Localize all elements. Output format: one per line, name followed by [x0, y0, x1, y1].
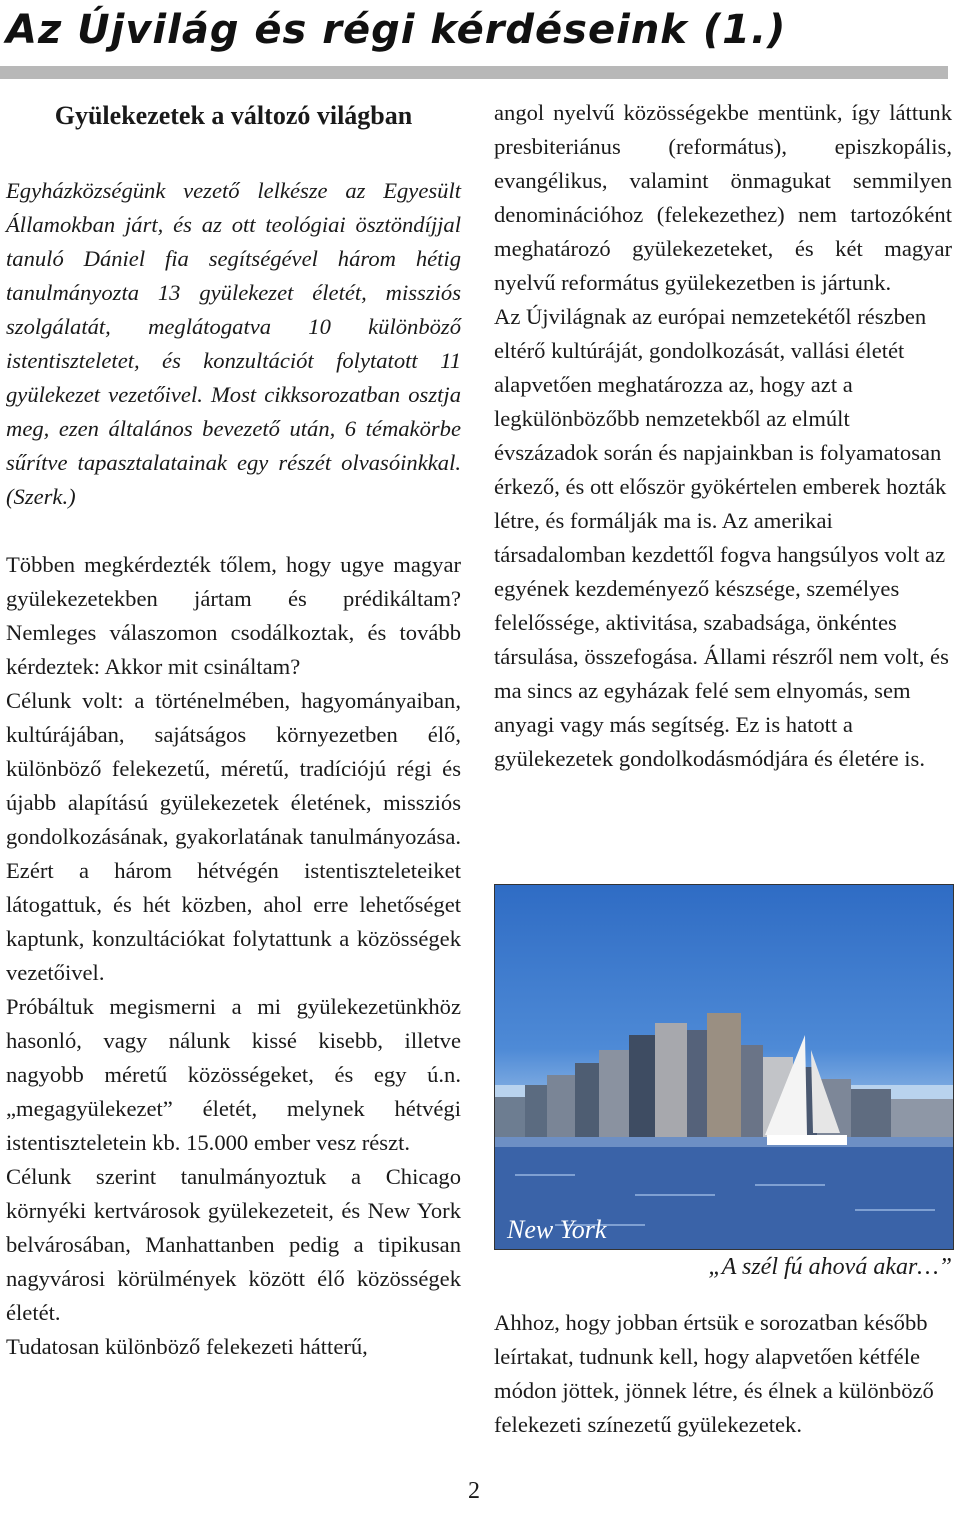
page-number: 2	[468, 1478, 480, 1504]
section-quote: „A szél fú ahová akar…”	[708, 1254, 952, 1280]
body-paragraph: Célunk volt: a történelmében, hagyományaiban, kultúrájában, sajátságos környezetben élő, különböző felekezetű, méretű, tradíciójú régi és újabb alapítású gyülekezetek életének, missziós gondolkozásának, gyakorlatának tanulmányozása. Ezért a három hétvégén istentiszteleteiket látogattuk, és hét közben, ahol erre lehetőséget kaptunk, konzultációkat folytattunk a közösségek vezetőivel.	[6, 688, 461, 985]
closing-paragraph-block	[494, 1306, 952, 1442]
page-title: Az Újvilág és régi kérdéseink (1.)	[6, 7, 787, 53]
body-paragraph: Ahhoz, hogy jobban értsük e sorozatban később leírtakat, tudnunk kell, hogy alapvetően kétféle módon jöttek, jönnek létre, és élnek a különböző felekezeti színezetű gyülekezetek.	[494, 1310, 934, 1437]
right-column	[494, 96, 952, 776]
section-heading: Gyülekezetek a változó világban	[54, 101, 413, 130]
body-paragraph: Többen megkérdezték tőlem, hogy ugye magyar gyülekezetekben jártam és prédikáltam? Nemleges válaszomon csodálkoztak, és tovább kérdeztek: Akkor mit csináltam?	[6, 552, 461, 679]
left-column	[6, 96, 461, 1364]
body-paragraph: Tudatosan különböző felekezeti hátterű,	[6, 1334, 368, 1359]
body-paragraph: Célunk szerint tanulmányoztuk a Chicago környéki kertvárosok gyülekezeteit, és New York belvárosában, Manhattanben pedig a tipikusan nagyvárosi körülmények között élő közösségek életét.	[6, 1164, 461, 1325]
photo-caption: New York	[507, 1215, 607, 1244]
skyline-illustration	[495, 885, 953, 1249]
body-paragraph: Próbáltuk megismerni a mi gyülekezetünkhöz hasonló, vagy nálunk kissé kisebb, illetve nagyobb méretű közösségeket, és egy ú.n. „megagyülekezet” életét, melynek hétvégi istentiszteletein kb. 15.000 ember vesz részt.	[6, 994, 461, 1155]
editor-intro: Egyházközségünk vezető lelkésze az Egyesült Államokban járt, és az ott teológiai ösztöndíjjal tanuló Dániel fia segítségével három hétig tanulmányozta 13 gyülekezet életét, missziós szolgálatát, meglátogatva 10 különböző istentiszteletet, és konzultációt folytatott 11 gyülekezet vezetőivel. Most cikksorozatban osztja meg, ezen általános bevezető után, 6 témakörbe sűrítve tapasztalatainak egy részét olvasóinkkal. (Szerk.)	[6, 178, 461, 509]
body-paragraph: angol nyelvű közösségekbe mentünk, így láttunk presbiteriánus (református), episzkopális, evangélikus, valamint önmagukat semmilyen denominációhoz (felekezethez) nem tartozóként meghatározó gyülekezeteket, és két magyar nyelvű református gyülekezetben is jártunk.	[494, 100, 952, 295]
new-york-skyline-photo	[494, 884, 954, 1250]
shoreline	[495, 1137, 953, 1147]
body-paragraph: Az Újvilágnak az európai nemzetekétől részben eltérő kultúráját, gondolkozását, vallási életét alapvetően meghatározza az, hogy azt a legkülönbözőbb nemzetekből az elmúlt évszázadok során és napjainkban is folyamatosan érkező, és ott először gyökértelen emberek hozták létre, és formálják ma is. Az amerikai társadalomban kezdettől fogva hangsúlyos volt az egyének kezdeményező készsége, személyes felelőssége, aktivitása, szabadsága, önkéntes társulása, összefogása. Állami részről nem volt, és ma sincs az egyházak felé sem elnyomás, sem anyagi vagy más segítség. Ez is hatott a gyülekezetek gondolkodásmódjára és életére is.	[494, 304, 949, 771]
paragraph-gap	[6, 514, 461, 548]
skyline-buildings	[495, 1013, 953, 1137]
title-rule	[0, 66, 948, 79]
